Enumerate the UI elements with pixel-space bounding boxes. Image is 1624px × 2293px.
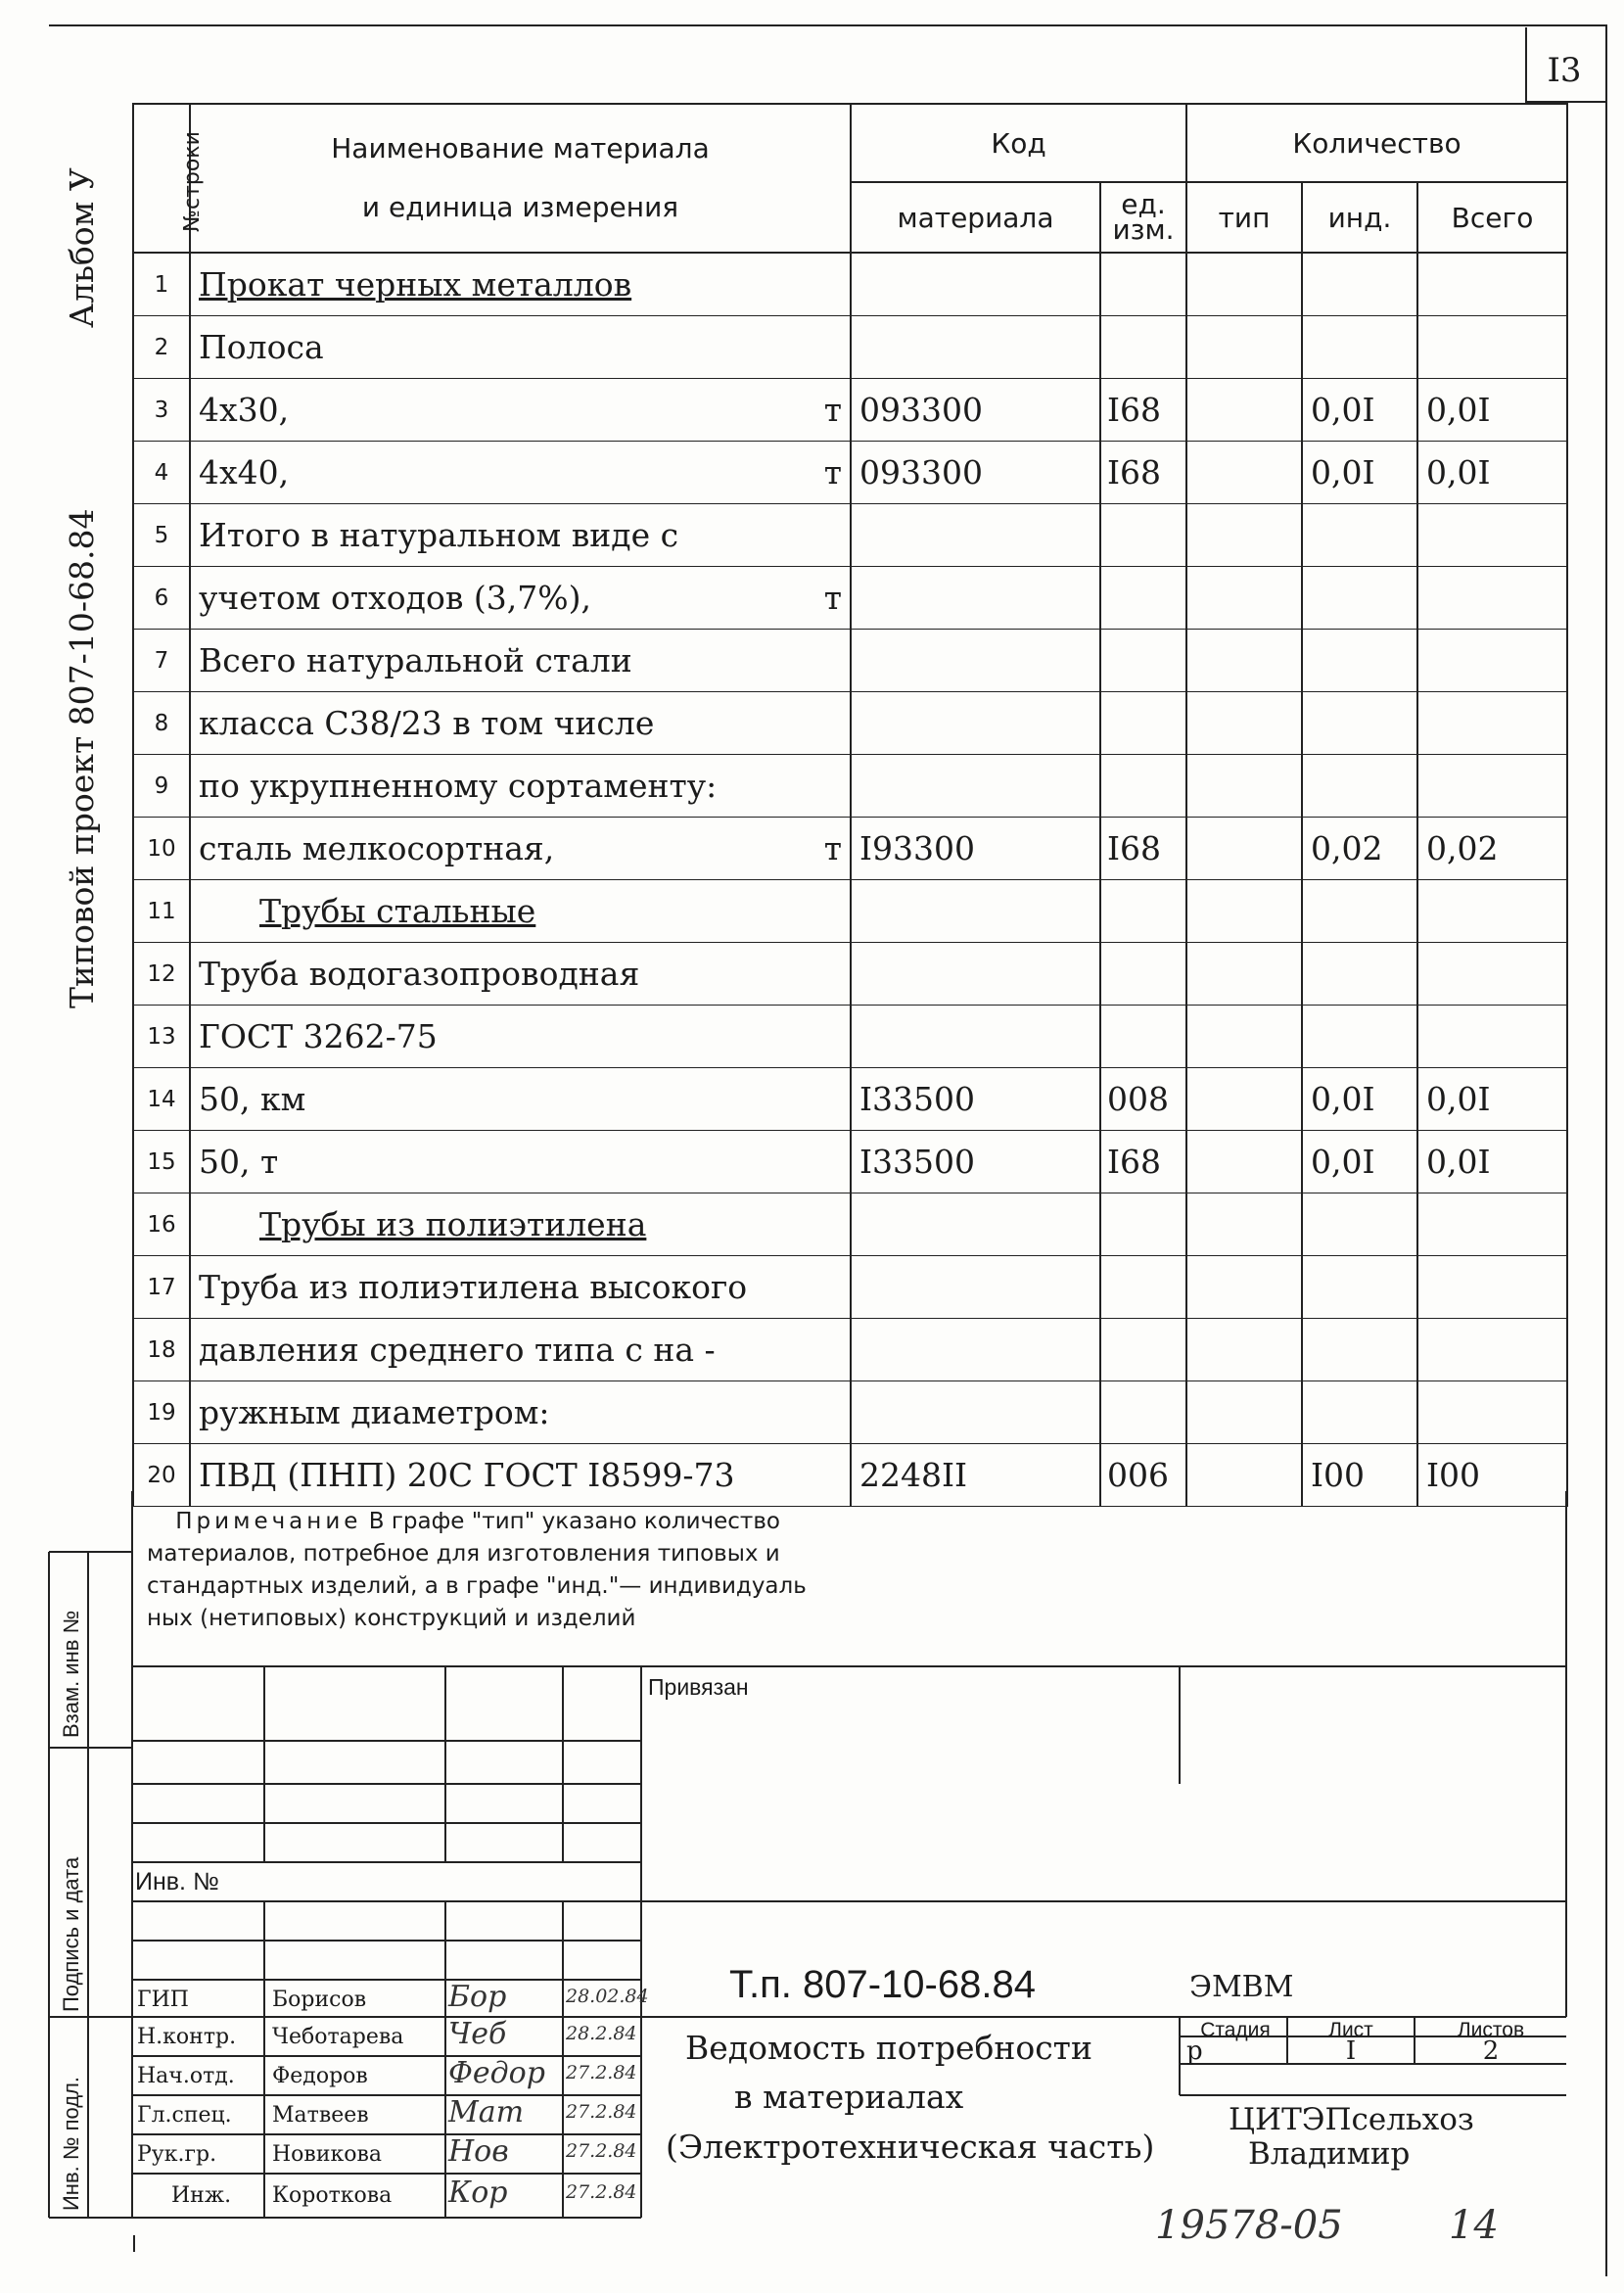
unit-code: [1100, 1006, 1186, 1068]
qty-type: [1186, 1256, 1302, 1319]
qty-type: [1186, 316, 1302, 379]
qty-type: [1186, 755, 1302, 818]
qty-total: 0,02: [1417, 818, 1567, 880]
row-number: 5: [133, 504, 190, 567]
material-name-cell: [190, 1006, 851, 1068]
material-code: [851, 1256, 1100, 1319]
material-code: [851, 253, 1100, 316]
row-number: 7: [133, 630, 190, 692]
table-row: [133, 567, 1567, 630]
total-header: Всего: [1417, 182, 1567, 253]
signature-date: 27.2.84: [566, 2140, 637, 2162]
qty-ind: [1302, 880, 1417, 943]
unit-code: I68: [1100, 379, 1186, 442]
unit-code: [1100, 1193, 1186, 1256]
material-code: [851, 316, 1100, 379]
material-code: [851, 943, 1100, 1006]
signatory-role: Н.контр.: [137, 2025, 237, 2049]
note-line3: стандартных изделий, а в графе "инд."— индивидуаль: [147, 1573, 807, 1599]
qty-ind: 0,0I: [1302, 1068, 1417, 1131]
row-number: 12: [133, 943, 190, 1006]
qty-total: [1417, 1381, 1567, 1444]
qty-ind: [1302, 1193, 1417, 1256]
qty-type: [1186, 692, 1302, 755]
table-row: [133, 504, 1567, 567]
qty-type: [1186, 253, 1302, 316]
material-name: Прокат черных металлов: [199, 265, 632, 304]
material-name-cell: [190, 1193, 851, 1256]
signature: Нов: [448, 2134, 509, 2169]
material-name-cell: [190, 692, 851, 755]
signature: Федор: [448, 2056, 545, 2090]
material-code: I33500: [851, 1131, 1100, 1193]
signature-date: 28.2.84: [566, 2023, 637, 2044]
material-code: I93300: [851, 818, 1100, 880]
unit-code: [1100, 316, 1186, 379]
material-name: Трубы стальные: [259, 892, 536, 930]
qty-ind: [1302, 943, 1417, 1006]
qty-ind: [1302, 630, 1417, 692]
material-name: Итого в натуральном виде с: [199, 516, 679, 554]
qty-type: [1186, 1444, 1302, 1507]
table-row: [133, 943, 1567, 1006]
signatory-role: Рук.гр.: [137, 2142, 217, 2167]
unit-code: [1100, 1381, 1186, 1444]
material-name-cell: [190, 379, 851, 442]
signature: Бор: [448, 1980, 507, 2014]
material-code: [851, 504, 1100, 567]
material-name-cell: [190, 1256, 851, 1319]
qty-total: [1417, 692, 1567, 755]
qty-total: [1417, 567, 1567, 630]
material-code-header: материала: [851, 182, 1100, 253]
material-name: ПВД (ПНП) 20С ГОСТ I8599-73: [199, 1456, 735, 1494]
qty-total: 0,0I: [1417, 1131, 1567, 1193]
qty-total: [1417, 630, 1567, 692]
signatory-role: ГИП: [137, 1988, 189, 2012]
qty-type: [1186, 1319, 1302, 1381]
material-code: [851, 567, 1100, 630]
table-row: [133, 379, 1567, 442]
qty-total: [1417, 943, 1567, 1006]
material-name: Труба водогазопроводная: [199, 955, 640, 993]
title-line3: (Электротехническая часть): [666, 2128, 1155, 2166]
page-number: I3: [1547, 51, 1582, 90]
sheet-value: I: [1345, 2036, 1357, 2066]
stage-value: р: [1186, 2036, 1203, 2066]
frame-right-line: [1605, 24, 1607, 2276]
qty-total: [1417, 316, 1567, 379]
material-name: Труба из полиэтилена высокого: [199, 1268, 748, 1306]
sheet-label: Лист: [1328, 2019, 1373, 2041]
material-name-cell: [190, 253, 851, 316]
material-unit: т: [823, 391, 842, 429]
row-number: 1: [133, 253, 190, 316]
inv-no-label: Инв. №: [135, 1868, 219, 1895]
archive-page: 14: [1449, 2203, 1499, 2248]
row-number: 10: [133, 818, 190, 880]
qty-total: [1417, 253, 1567, 316]
material-name-cell: [190, 943, 851, 1006]
qty-ind: 0,0I: [1302, 379, 1417, 442]
material-name-cell: [190, 630, 851, 692]
signature: Мат: [448, 2095, 525, 2129]
row-number: 15: [133, 1131, 190, 1193]
row-number: 8: [133, 692, 190, 755]
qty-total: [1417, 755, 1567, 818]
material-name: 4х30,: [199, 391, 290, 429]
qty-total: [1417, 880, 1567, 943]
material-name-cell: [190, 504, 851, 567]
row-number: 19: [133, 1381, 190, 1444]
table-row: [133, 1006, 1567, 1068]
signatory-name: Короткова: [272, 2183, 393, 2208]
material-code: [851, 1193, 1100, 1256]
material-name: 4х40,: [199, 453, 290, 491]
material-name: ружным диаметром:: [199, 1393, 550, 1431]
material-code: [851, 630, 1100, 692]
unit-code: [1100, 253, 1186, 316]
table-row: [133, 880, 1567, 943]
table-row: [133, 1256, 1567, 1319]
qty-ind: I00: [1302, 1444, 1417, 1507]
material-name-cell: [190, 880, 851, 943]
qty-total: [1417, 1256, 1567, 1319]
qty-type: [1186, 943, 1302, 1006]
signatory-role: Инж.: [171, 2183, 232, 2208]
table-row: [133, 755, 1567, 818]
row-number: 17: [133, 1256, 190, 1319]
stage-label: Стадия: [1200, 2019, 1271, 2041]
signatory-name: Чеботарева: [272, 2025, 404, 2049]
signatory-name: Новикова: [272, 2142, 382, 2167]
unit-code: 008: [1100, 1068, 1186, 1131]
table-row: [133, 442, 1567, 504]
qty-type: [1186, 880, 1302, 943]
material-name: Полоса: [199, 328, 324, 366]
row-number: 4: [133, 442, 190, 504]
signature: Кор: [448, 2176, 508, 2210]
qty-type: [1186, 630, 1302, 692]
material-name: сталь мелкосортная,: [199, 829, 555, 867]
row-number: 9: [133, 755, 190, 818]
row-number: 13: [133, 1006, 190, 1068]
material-code: 093300: [851, 379, 1100, 442]
material-name-cell: [190, 818, 851, 880]
unit-code: [1100, 755, 1186, 818]
row-number: 16: [133, 1193, 190, 1256]
qty-ind: [1302, 504, 1417, 567]
material-code: [851, 1381, 1100, 1444]
qty-ind: 0,02: [1302, 818, 1417, 880]
table-row: [133, 1381, 1567, 1444]
row-number: 2: [133, 316, 190, 379]
material-name: класса С38/23 в том числе: [199, 704, 655, 742]
name-header: Наименование материала и единица измерения: [190, 104, 851, 253]
qty-type: [1186, 1131, 1302, 1193]
signatory-role: Нач.отд.: [137, 2064, 235, 2088]
material-name-cell: [190, 1131, 851, 1193]
qty-type: [1186, 1006, 1302, 1068]
table-row: [133, 1319, 1567, 1381]
qty-ind: [1302, 1006, 1417, 1068]
signature: Чеб: [448, 2017, 507, 2051]
row-number: 11: [133, 880, 190, 943]
table-row: [133, 818, 1567, 880]
sheets-value: 2: [1482, 2036, 1500, 2066]
material-name-cell: [190, 567, 851, 630]
material-code: [851, 880, 1100, 943]
row-number: 3: [133, 379, 190, 442]
qty-total: [1417, 504, 1567, 567]
unit-code: [1100, 630, 1186, 692]
note-line2: материалов, потребное для изготовления типовых и: [147, 1541, 780, 1567]
table-row: [133, 1193, 1567, 1256]
table-row: [133, 1444, 1567, 1507]
material-name-cell: [190, 1381, 851, 1444]
qty-type: [1186, 567, 1302, 630]
ind-header: инд.: [1302, 182, 1417, 253]
material-name: ГОСТ 3262-75: [199, 1017, 438, 1055]
materials-table: [132, 103, 1568, 1507]
sheets-label: Листов: [1457, 2019, 1525, 2041]
org-name: ЦИТЭПсельхоз: [1229, 2102, 1474, 2137]
row-number: 18: [133, 1319, 190, 1381]
qty-ind: [1302, 316, 1417, 379]
material-name-cell: [190, 1319, 851, 1381]
material-unit: т: [823, 829, 842, 867]
material-code: 093300: [851, 442, 1100, 504]
qty-ind: [1302, 1381, 1417, 1444]
qty-ind: [1302, 253, 1417, 316]
unit-code: I68: [1100, 1131, 1186, 1193]
qty-type: [1186, 379, 1302, 442]
document-mark: ЭМВМ: [1189, 1970, 1294, 2004]
qty-total: 0,0I: [1417, 442, 1567, 504]
unit-code: [1100, 1319, 1186, 1381]
material-code: [851, 1006, 1100, 1068]
archive-number: 19578-05: [1155, 2203, 1343, 2248]
org-city: Владимир: [1248, 2136, 1411, 2172]
unit-header: ед. изм.: [1100, 182, 1186, 253]
material-unit: т: [823, 453, 842, 491]
album-label: Альбом У: [63, 167, 101, 328]
signature-date: 28.02.84: [566, 1986, 649, 2007]
material-name-cell: [190, 316, 851, 379]
title-line1: Ведомость потребности: [685, 2029, 1092, 2067]
note-block: [147, 1506, 1028, 1635]
note-line1: В графе "тип" указано количество: [368, 1509, 780, 1534]
qty-total: 0,0I: [1417, 379, 1567, 442]
signature-date: 27.2.84: [566, 2062, 637, 2083]
code-header: Код: [851, 104, 1186, 182]
qty-ind: 0,0I: [1302, 1131, 1417, 1193]
table-row: [133, 253, 1567, 316]
qty-total: [1417, 1319, 1567, 1381]
material-name: учетом отходов (3,7%),: [199, 579, 591, 617]
quantity-header: Количество: [1186, 104, 1567, 182]
qty-type: [1186, 1193, 1302, 1256]
qty-ind: [1302, 1256, 1417, 1319]
signature-date: 27.2.84: [566, 2101, 637, 2123]
unit-code: [1100, 567, 1186, 630]
material-code: I33500: [851, 1068, 1100, 1131]
material-name-cell: [190, 1068, 851, 1131]
table-row: [133, 316, 1567, 379]
note-line4: ных (нетиповых) конструкций и изделий: [147, 1606, 636, 1631]
material-unit: т: [823, 579, 842, 617]
row-number: 14: [133, 1068, 190, 1131]
material-name-cell: [190, 1444, 851, 1507]
vzam-inv-label: Взам. инв №: [59, 1610, 83, 1738]
row-number: 6: [133, 567, 190, 630]
title-line2: в материалах: [734, 2078, 964, 2116]
qty-total: 0,0I: [1417, 1068, 1567, 1131]
table-row: [133, 1131, 1567, 1193]
row-number: 20: [133, 1444, 190, 1507]
material-name-cell: [190, 755, 851, 818]
qty-type: [1186, 442, 1302, 504]
material-name: по укрупненному сортаменту:: [199, 767, 718, 805]
inv-podl-label: Инв. № подл.: [59, 2076, 83, 2211]
frame-top-line: [49, 24, 1605, 26]
qty-ind: [1302, 1319, 1417, 1381]
material-code: [851, 1319, 1100, 1381]
unit-code: [1100, 943, 1186, 1006]
signatory-role: Гл.спец.: [137, 2103, 232, 2128]
material-code: [851, 692, 1100, 755]
project-label: Типовой проект 807-10-68.84: [63, 508, 101, 1008]
unit-code: I68: [1100, 818, 1186, 880]
material-name: давления среднего типа с на -: [199, 1331, 716, 1369]
table-row: [133, 692, 1567, 755]
material-name: Трубы из полиэтилена: [259, 1205, 647, 1243]
material-code: 2248II: [851, 1444, 1100, 1507]
signature-date: 27.2.84: [566, 2181, 637, 2203]
signatory-name: Борисов: [272, 1988, 367, 2012]
rownum-header: №строки: [133, 104, 190, 253]
signatory-name: Федоров: [272, 2064, 368, 2088]
material-name: 50, км: [199, 1080, 306, 1118]
qty-type: [1186, 818, 1302, 880]
qty-type: [1186, 1068, 1302, 1131]
qty-total: I00: [1417, 1444, 1567, 1507]
signatory-name: Матвеев: [272, 2103, 369, 2128]
unit-code: 006: [1100, 1444, 1186, 1507]
qty-ind: 0,0I: [1302, 442, 1417, 504]
material-name: Всего натуральной стали: [199, 641, 632, 679]
document-code: Т.п. 807-10-68.84: [729, 1963, 1036, 2006]
qty-total: [1417, 1193, 1567, 1256]
unit-code: [1100, 1256, 1186, 1319]
type-header: тип: [1186, 182, 1302, 253]
qty-ind: [1302, 692, 1417, 755]
qty-ind: [1302, 567, 1417, 630]
table-row: [133, 1068, 1567, 1131]
note-head: Примечание: [175, 1509, 362, 1534]
qty-total: [1417, 1006, 1567, 1068]
unit-code: [1100, 692, 1186, 755]
unit-code: [1100, 880, 1186, 943]
qty-type: [1186, 1381, 1302, 1444]
unit-code: [1100, 504, 1186, 567]
unit-code: I68: [1100, 442, 1186, 504]
podpis-data-label: Подпись и дата: [59, 1856, 83, 2012]
qty-type: [1186, 504, 1302, 567]
qty-ind: [1302, 755, 1417, 818]
material-name-cell: [190, 442, 851, 504]
table-row: [133, 630, 1567, 692]
material-code: [851, 755, 1100, 818]
privyazan-label: Привязан: [648, 1674, 749, 1700]
material-name: 50, т: [199, 1143, 279, 1181]
